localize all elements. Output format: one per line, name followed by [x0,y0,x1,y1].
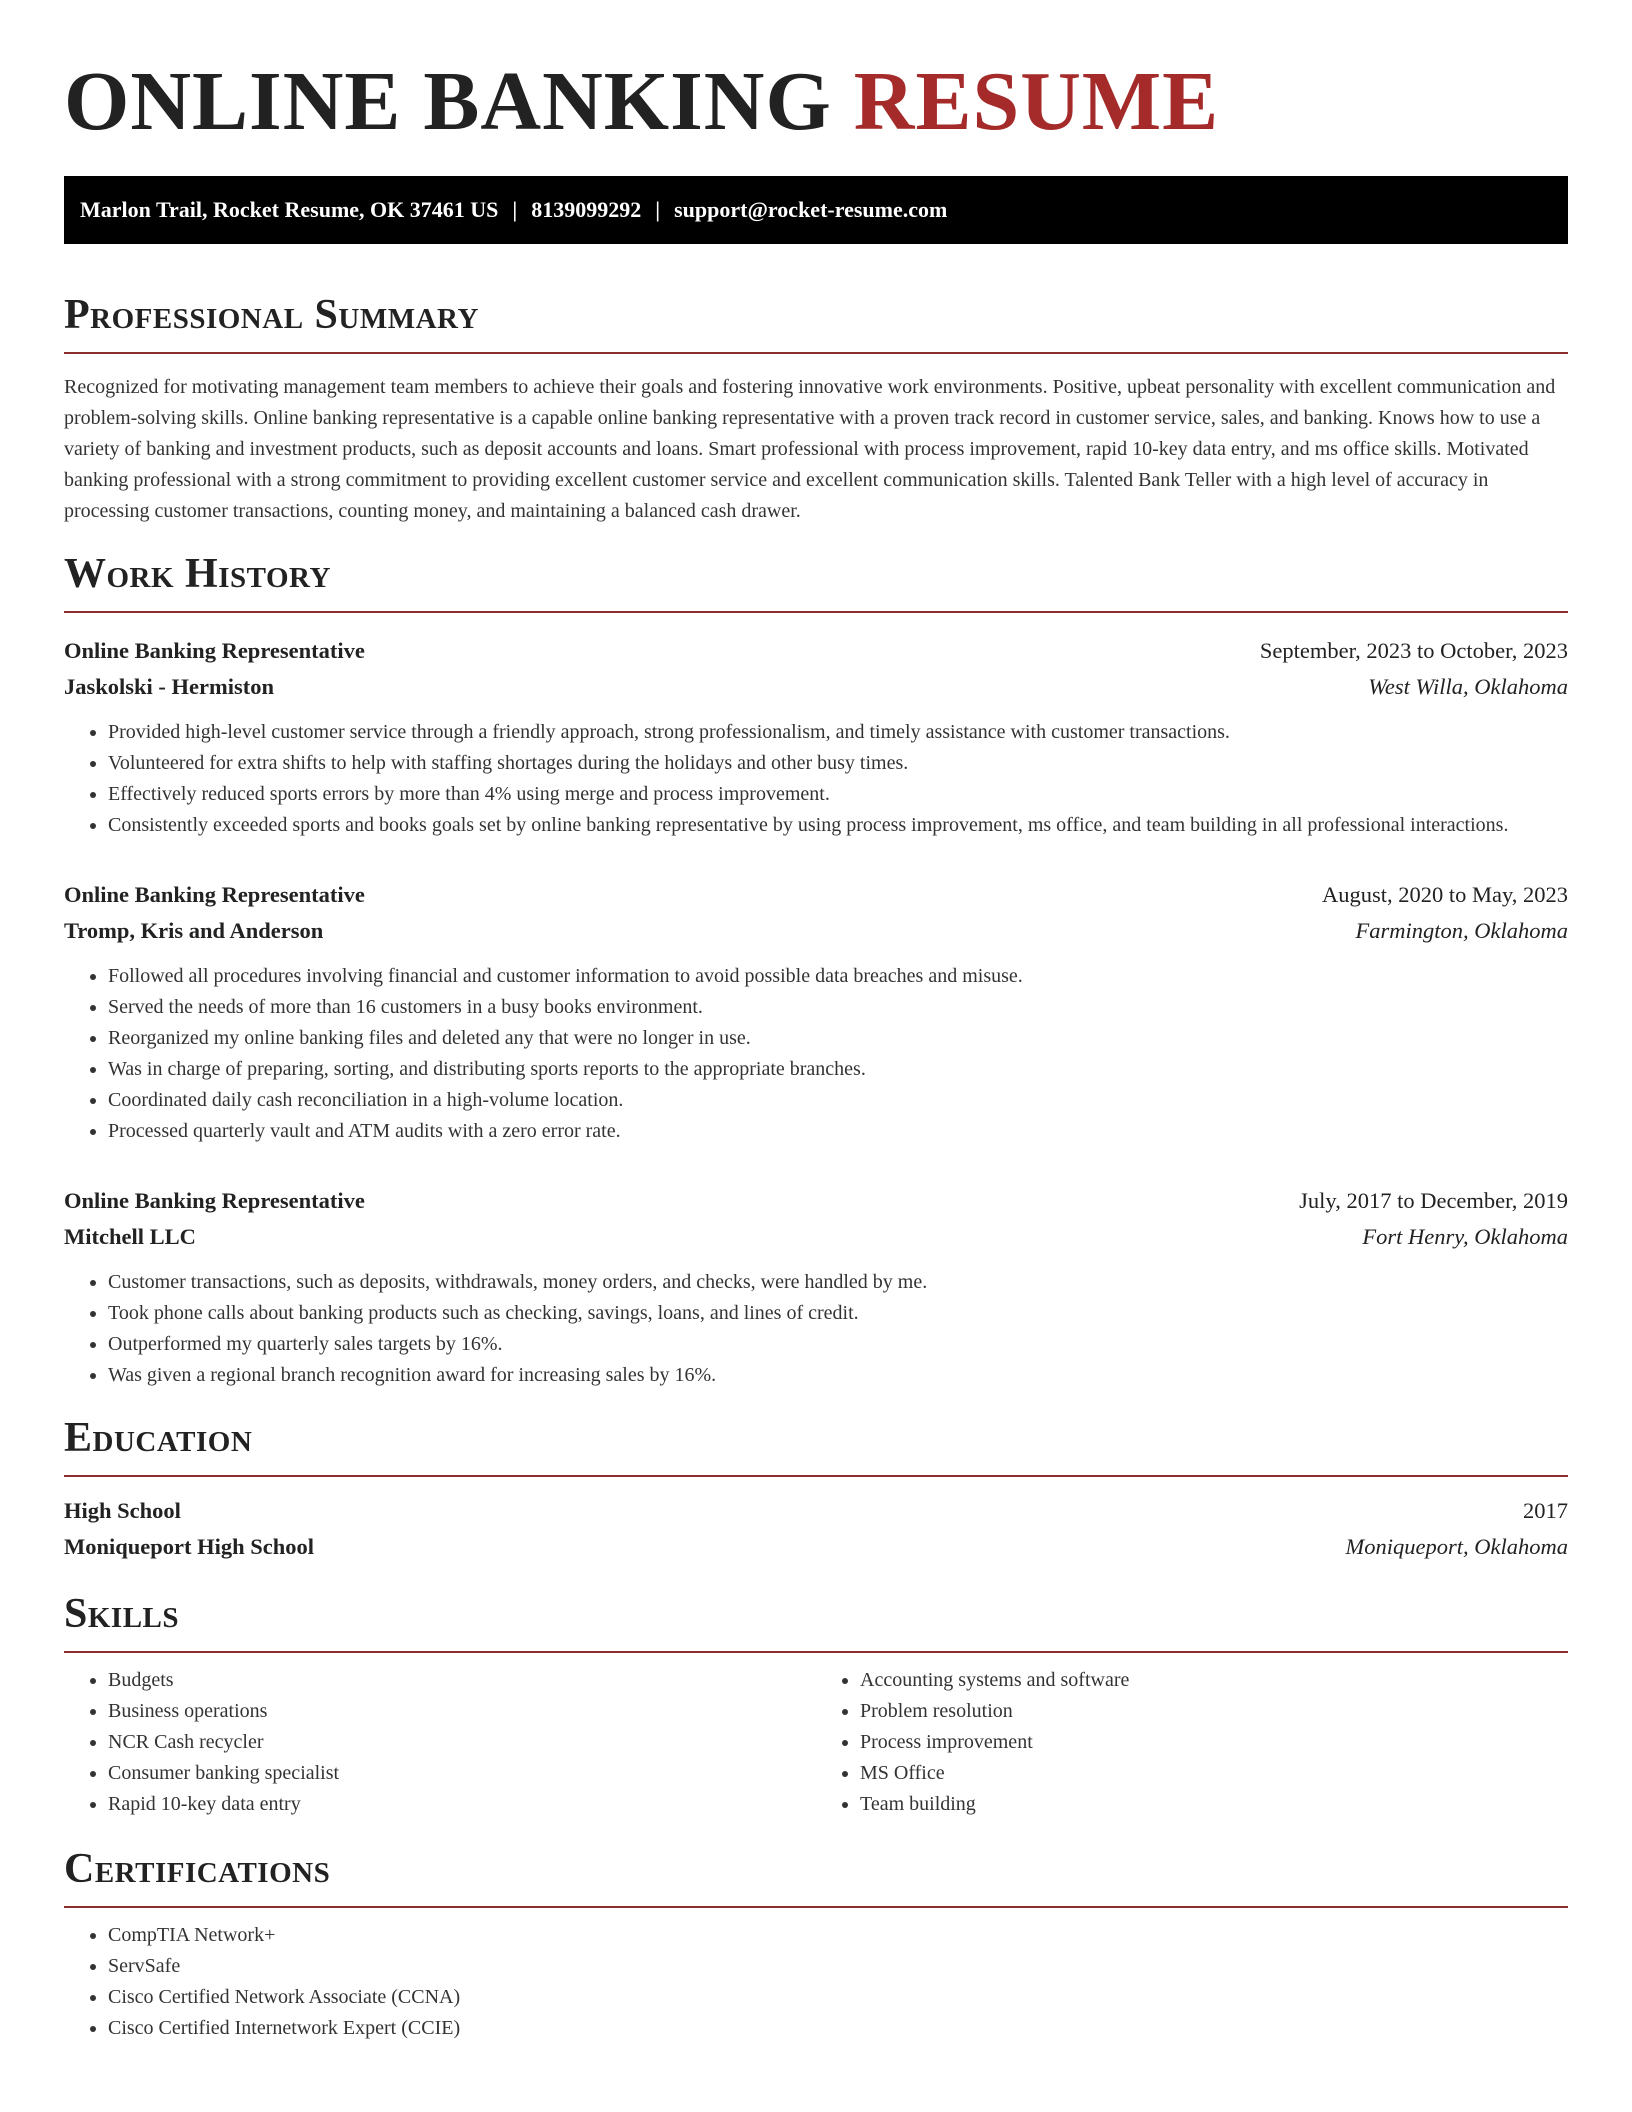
education-heading: Education [64,1413,1568,1477]
job-bullets [64,1267,1568,1391]
skill-item: • Rapid 10-key data entry [108,1789,816,1820]
skill-item: • NCR Cash recycler [108,1727,816,1758]
job-bullet: • Processed quarterly vault and ATM audits with a zero error rate. [108,1116,1568,1147]
certification-item: • Cisco Certified Network Associate (CCNA) [108,1982,1568,2013]
job-title: Online Banking Representative [64,638,365,663]
work-history-section [64,549,1568,1391]
education-school: Moniqueport High School [64,1534,315,1559]
job-bullets [64,961,1568,1147]
job-bullet: • Took phone calls about banking products such as checking, savings, loans, and lines of credit. [108,1298,1568,1329]
job-bullet: • Served the needs of more than 16 customers in a busy books environment. [108,992,1568,1023]
skills-list-right [816,1665,1568,1820]
certification-item: • Cisco Certified Internetwork Expert (CCIE) [108,2013,1568,2044]
job-title: Online Banking Representative [64,1188,365,1213]
education-location: Moniqueport, Oklahoma [1345,1534,1568,1559]
job-location: Fort Henry, Oklahoma [1362,1224,1568,1249]
job-bullet: • Reorganized my online banking files and deleted any that were no longer in use. [108,1023,1568,1054]
job-dates: September, 2023 to October, 2023 [1259,638,1568,663]
work-history-heading: Work History [64,549,1568,613]
contact-bar [64,176,1568,244]
skill-item: • Accounting systems and software [860,1665,1568,1696]
skills-list-left [64,1665,816,1820]
job-company: Tromp, Kris and Anderson [64,918,324,943]
job-entry [64,877,1568,1147]
contact-address: Marlon Trail, Rocket Resume, OK 37461 US [80,197,499,222]
skill-item: • MS Office [860,1758,1568,1789]
certifications-list [64,1920,1568,2044]
certification-item: • CompTIA Network+ [108,1920,1568,1951]
contact-separator: | [655,197,661,222]
summary-heading: Professional Summary [64,290,1568,354]
title-main: ONLINE BANKING [64,55,832,148]
job-bullet: • Customer transactions, such as deposits, withdrawals, money orders, and checks, were handled by me. [108,1267,1568,1298]
education-section [64,1413,1568,1565]
skill-item: • Process improvement [860,1727,1568,1758]
job-company: Mitchell LLC [64,1224,196,1249]
job-bullet: • Followed all procedures involving financial and customer information to avoid possible data breaches and misuse. [108,961,1568,992]
job-bullet: • Volunteered for extra shifts to help with staffing shortages during the holidays and other busy times. [108,748,1568,779]
skills-heading: Skills [64,1589,1568,1653]
job-entry [64,1183,1568,1391]
job-bullet: • Effectively reduced sports errors by more than 4% using merge and process improvement. [108,779,1568,810]
job-bullet: • Was given a regional branch recognition award for increasing sales by 16%. [108,1360,1568,1391]
certification-item: • ServSafe [108,1951,1568,1982]
skill-item: • Consumer banking specialist [108,1758,816,1789]
contact-separator: | [512,197,518,222]
contact-phone[interactable]: 8139099292 [531,197,642,222]
title-accent: RESUME [853,55,1220,148]
resume-title [64,0,1568,176]
job-bullet: • Consistently exceeded sports and books goals set by online banking representative by using process improvement, ms office, and team building in all professional interactions. [108,810,1568,841]
job-dates: August, 2020 to May, 2023 [1321,882,1568,907]
job-bullet: • Outperformed my quarterly sales targets by 16%. [108,1329,1568,1360]
job-entry [64,633,1568,841]
job-location: Farmington, Oklahoma [1355,918,1568,943]
education-degree: High School [64,1498,181,1523]
summary-section [64,290,1568,527]
job-bullet: • Was in charge of preparing, sorting, and distributing sports reports to the appropriate branches. [108,1054,1568,1085]
job-bullet: • Coordinated daily cash reconciliation in a high-volume location. [108,1085,1568,1116]
skill-item: • Business operations [108,1696,816,1727]
job-title: Online Banking Representative [64,882,365,907]
summary-text: Recognized for motivating management team members to achieve their goals and fostering innovative work environments. Positive, upbeat personality with excellent communication and problem-solving skills. Online banking representative is a capable online banking representative with a proven track record in customer service, sales, and banking. Knows how to use a variety of banking and investment products, such as deposit accounts and loans. Smart professional with process improvement, rapid 10-key data entry, and ms office skills. Motivated banking professional with a strong commitment to providing excellent customer service and excellent communication skills. Talented Bank Teller with a high level of accuracy in processing customer transactions, counting money, and maintaining a balanced cash drawer. [64,376,1556,522]
education-year: 2017 [1523,1498,1568,1523]
job-bullets [64,717,1568,841]
skill-item: • Budgets [108,1665,816,1696]
skills-section [64,1589,1568,1820]
job-location: West Willa, Oklahoma [1368,674,1568,699]
skill-item: • Team building [860,1789,1568,1820]
certifications-section [64,1844,1568,2044]
job-dates: July, 2017 to December, 2019 [1299,1188,1568,1213]
skill-item: • Problem resolution [860,1696,1568,1727]
job-bullet: • Provided high-level customer service through a friendly approach, strong professionalism, and timely assistance with customer transactions. [108,717,1568,748]
contact-email[interactable]: support@rocket-resume.com [674,197,948,222]
job-company: Jaskolski - Hermiston [64,674,275,699]
certifications-heading: Certifications [64,1844,1568,1908]
skills-columns [64,1665,1568,1820]
